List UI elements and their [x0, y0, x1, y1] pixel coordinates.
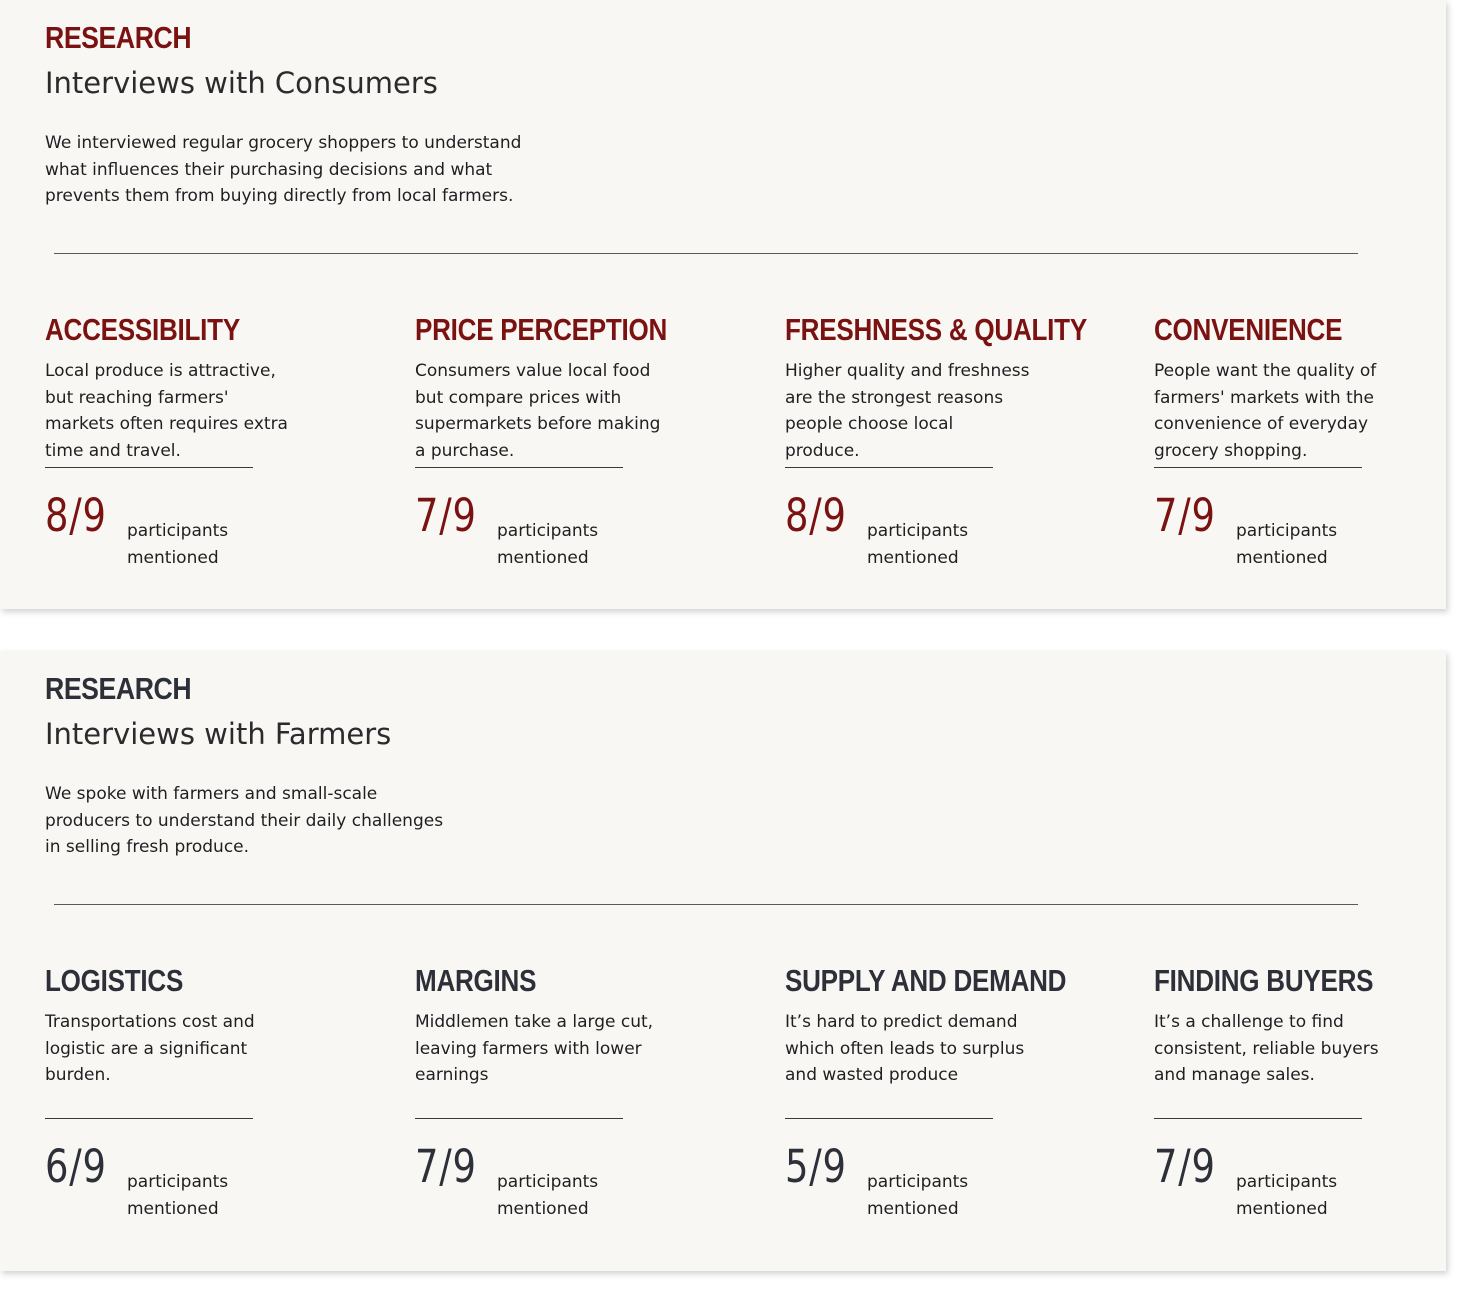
- finding-description: Middlemen take a large cut, leaving farmers with lower earnings: [415, 1012, 654, 1085]
- finding-unit-label: participants mentioned: [867, 521, 969, 568]
- finding-count: 8/9: [785, 489, 847, 542]
- finding-description: Local produce is attractive, but reaching farmers' markets often requires extra time and travel.: [45, 361, 288, 461]
- section-divider: [54, 904, 1358, 905]
- section-divider: [54, 253, 1358, 254]
- finding-logistics: [45, 963, 405, 1233]
- finding-count: 6/9: [45, 1140, 107, 1193]
- section-intro: We spoke with farmers and small-scale producers to understand their daily challenges in selling fresh produce.: [45, 784, 444, 857]
- finding-heading: FINDING BUYERS: [1154, 963, 1374, 998]
- finding-count: 7/9: [1154, 1140, 1216, 1193]
- finding-description: People want the quality of farmers' markets with the convenience of everyday grocery shopping.: [1154, 361, 1377, 461]
- finding-rule: [415, 467, 623, 468]
- finding-heading: ACCESSIBILITY: [45, 312, 240, 347]
- finding-description: Transportations cost and logistic are a significant burden.: [45, 1012, 255, 1085]
- finding-unit-label: participants mentioned: [497, 1172, 599, 1219]
- finding-unit-label: participants mentioned: [1236, 521, 1338, 568]
- finding-heading: PRICE PERCEPTION: [415, 312, 668, 347]
- finding-description: It’s hard to predict demand which often leads to surplus and wasted produce: [785, 1012, 1025, 1085]
- section-eyebrow: RESEARCH: [45, 20, 192, 55]
- consumer-research-card: [0, 0, 1446, 609]
- finding-rule: [1154, 1118, 1362, 1119]
- finding-rule: [45, 1118, 253, 1119]
- section-eyebrow: RESEARCH: [45, 671, 192, 706]
- finding-count: 8/9: [45, 489, 107, 542]
- finding-description: It’s a challenge to find consistent, reliable buyers and manage sales.: [1154, 1012, 1379, 1085]
- finding-supply-and-demand: [785, 963, 1145, 1233]
- finding-accessibility: [45, 312, 405, 582]
- section-title: Interviews with Consumers: [45, 66, 438, 100]
- finding-rule: [1154, 467, 1362, 468]
- finding-heading: MARGINS: [415, 963, 537, 998]
- finding-heading: CONVENIENCE: [1154, 312, 1343, 347]
- finding-margins: [415, 963, 775, 1233]
- finding-description: Consumers value local food but compare prices with supermarkets before making a purchase.: [415, 361, 661, 461]
- section-title: Interviews with Farmers: [45, 717, 392, 751]
- finding-heading: SUPPLY AND DEMAND: [785, 963, 1067, 998]
- finding-description: Higher quality and freshness are the strongest reasons people choose local produce.: [785, 361, 1030, 461]
- finding-unit-label: participants mentioned: [1236, 1172, 1338, 1219]
- finding-unit-label: participants mentioned: [127, 1172, 229, 1219]
- finding-unit-label: participants mentioned: [127, 521, 229, 568]
- finding-count: 7/9: [415, 1140, 477, 1193]
- finding-count: 5/9: [785, 1140, 847, 1193]
- farmer-research-card: [0, 651, 1446, 1271]
- finding-count: 7/9: [1154, 489, 1216, 542]
- finding-unit-label: participants mentioned: [497, 521, 599, 568]
- finding-freshness-quality: [785, 312, 1145, 582]
- finding-unit-label: participants mentioned: [867, 1172, 969, 1219]
- finding-rule: [785, 467, 993, 468]
- finding-heading: FRESHNESS & QUALITY: [785, 312, 1087, 347]
- finding-count: 7/9: [415, 489, 477, 542]
- finding-heading: LOGISTICS: [45, 963, 184, 998]
- finding-rule: [785, 1118, 993, 1119]
- section-intro: We interviewed regular grocery shoppers to understand what influences their purchasing decisions and what prevents them from buying directly from local farmers.: [45, 133, 522, 206]
- finding-finding-buyers: [1154, 963, 1478, 1233]
- finding-rule: [45, 467, 253, 468]
- finding-price-perception: [415, 312, 775, 582]
- finding-convenience: [1154, 312, 1478, 582]
- finding-rule: [415, 1118, 623, 1119]
